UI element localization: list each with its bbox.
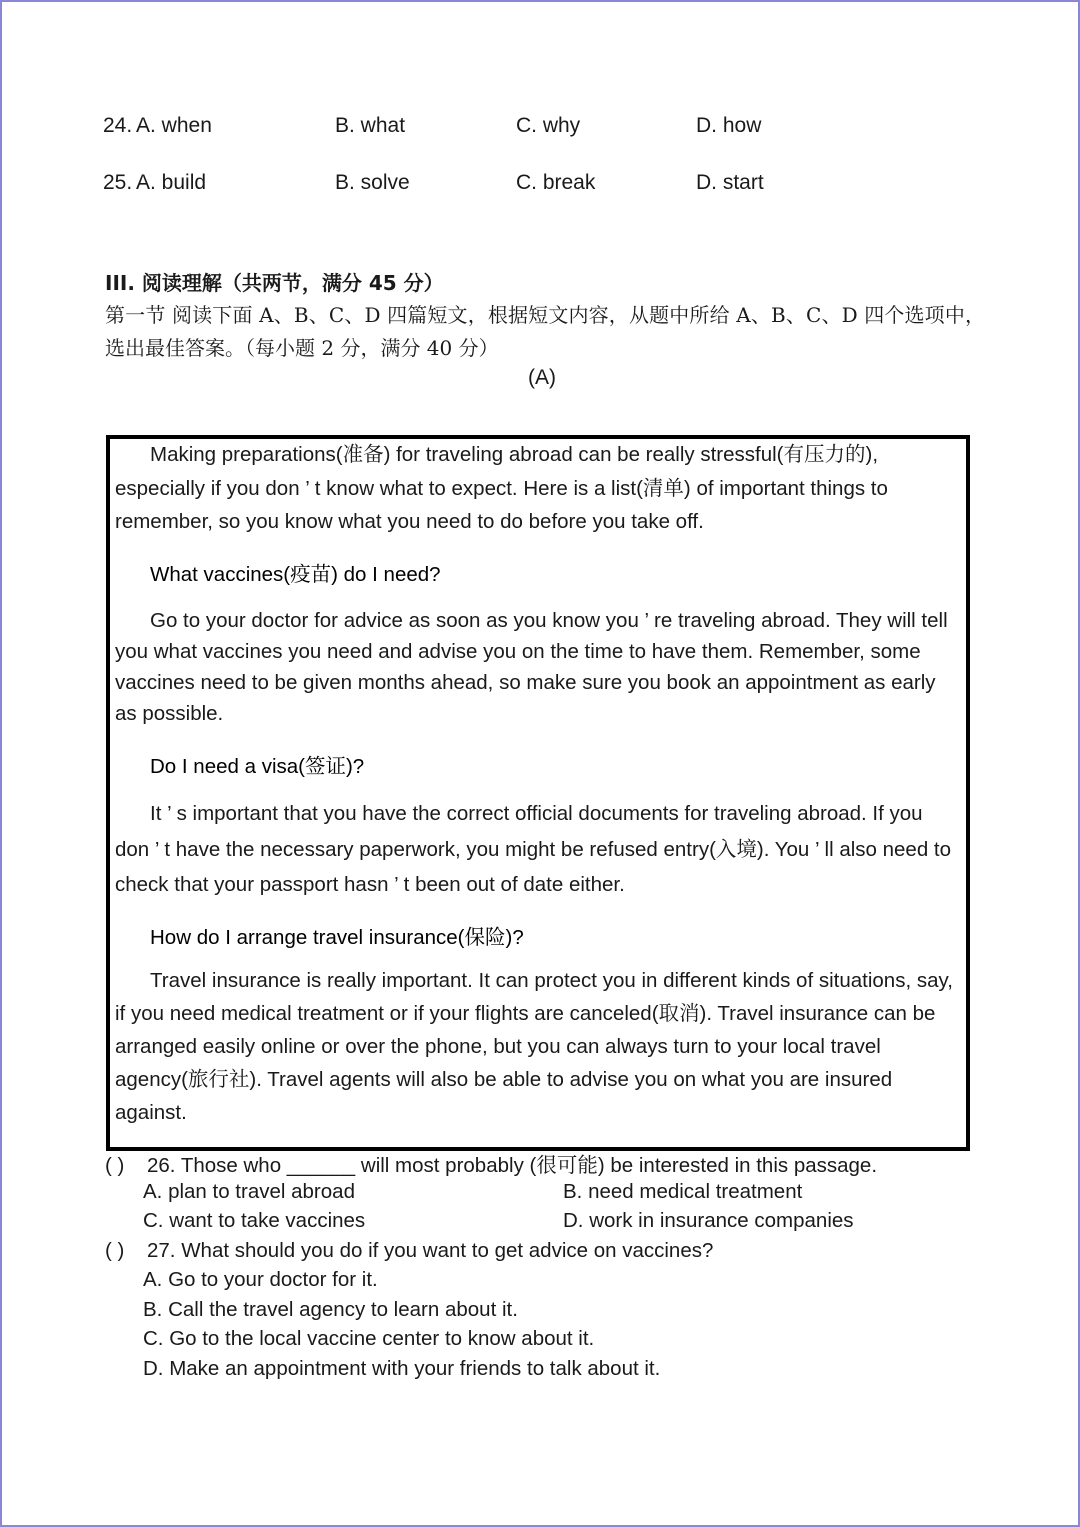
option-c: C. why <box>516 114 581 137</box>
option-b: B. what <box>335 114 406 137</box>
section-instruction: 第一节 阅读下面 A、B、C、D 四篇短文，根据短文内容，从题中所给 A、B、C、D 四个选项中，选出最佳答案。（每小题 2 分，满分 40 分） <box>105 303 985 360</box>
section-heading: III. 阅读理解（共两节，满分 45 分） <box>105 271 444 295</box>
option-d: D. how <box>696 114 762 137</box>
question-stem: 26. Those who ______ will most probably (很可能) be interested in this passage. <box>147 1154 878 1177</box>
option-b: B. solve <box>335 171 410 194</box>
paragraph-visa <box>115 796 955 903</box>
paragraph-vaccines <box>115 605 955 729</box>
choice-26-c: C. want to take vaccines <box>143 1209 366 1232</box>
paragraph-insurance <box>115 964 955 1129</box>
passage-label: (A) <box>528 366 556 389</box>
paragraph-visa-text: It ’ s important that you have the correct official documents for traveling abroad. If you don ’ t have the necessary paperwork, you might be refused entry(入境). You ’ ll also need to check that your passport hasn ’ t been out of date either. <box>115 802 952 896</box>
subheading-visa: Do I need a visa(签证)? <box>150 755 365 778</box>
question-27 <box>105 1239 1005 1263</box>
answer-blank[interactable]: ( ) <box>105 1154 125 1177</box>
cloze-number: 25. <box>103 171 133 194</box>
choice-27-a: A. Go to your doctor for it. <box>143 1268 378 1291</box>
choice-26-b: B. need medical treatment <box>563 1180 803 1203</box>
subheading-vaccines: What vaccines(疫苗) do I need? <box>150 563 441 586</box>
option-c: C. break <box>516 171 596 194</box>
choice-27-d: D. Make an appointment with your friends to talk about it. <box>143 1357 661 1380</box>
choice-27-b: B. Call the travel agency to learn about it. <box>143 1298 518 1321</box>
choice-27-c: C. Go to the local vaccine center to know about it. <box>143 1327 595 1350</box>
choice-26-d: D. work in insurance companies <box>563 1209 854 1232</box>
choice-26-a: A. plan to travel abroad <box>143 1180 355 1203</box>
question-26 <box>105 1148 1005 1178</box>
answer-blank[interactable]: ( ) <box>105 1239 125 1262</box>
passage-intro-text: Making preparations(准备) for traveling abroad can be really stressful(有压力的), especially if you don ’ t know what to expect. Here is a list(清单) of important things to remember, so you know what you need to do before you take off. <box>115 443 888 533</box>
option-d: D. start <box>696 171 764 194</box>
paragraph-insurance-text: Travel insurance is really important. It can protect you in different kinds of situations, say, if you need medical treatment or if your flights are canceled(取消). Travel insurance can be arranged easily online or over the phone, but you can always turn to your local travel agency(旅行社). Travel agents will also be able to advise you on what you are insured against. <box>115 969 953 1124</box>
subheading-insurance: How do I arrange travel insurance(保险)? <box>150 926 524 949</box>
question-stem: 27. What should you do if you want to get advice on vaccines? <box>147 1239 714 1262</box>
passage-intro <box>115 438 955 539</box>
option-a: A. build <box>136 171 207 194</box>
cloze-number: 24. <box>103 114 133 137</box>
paragraph-vaccines-text: Go to your doctor for advice as soon as you know you ’ re traveling abroad. They will tell you what vaccines you need and advise you on the time to have them. Remember, some vaccines need to be given months ahead, so make sure you book an appointment as early as possible. <box>115 609 948 725</box>
option-a: A. when <box>136 114 212 137</box>
